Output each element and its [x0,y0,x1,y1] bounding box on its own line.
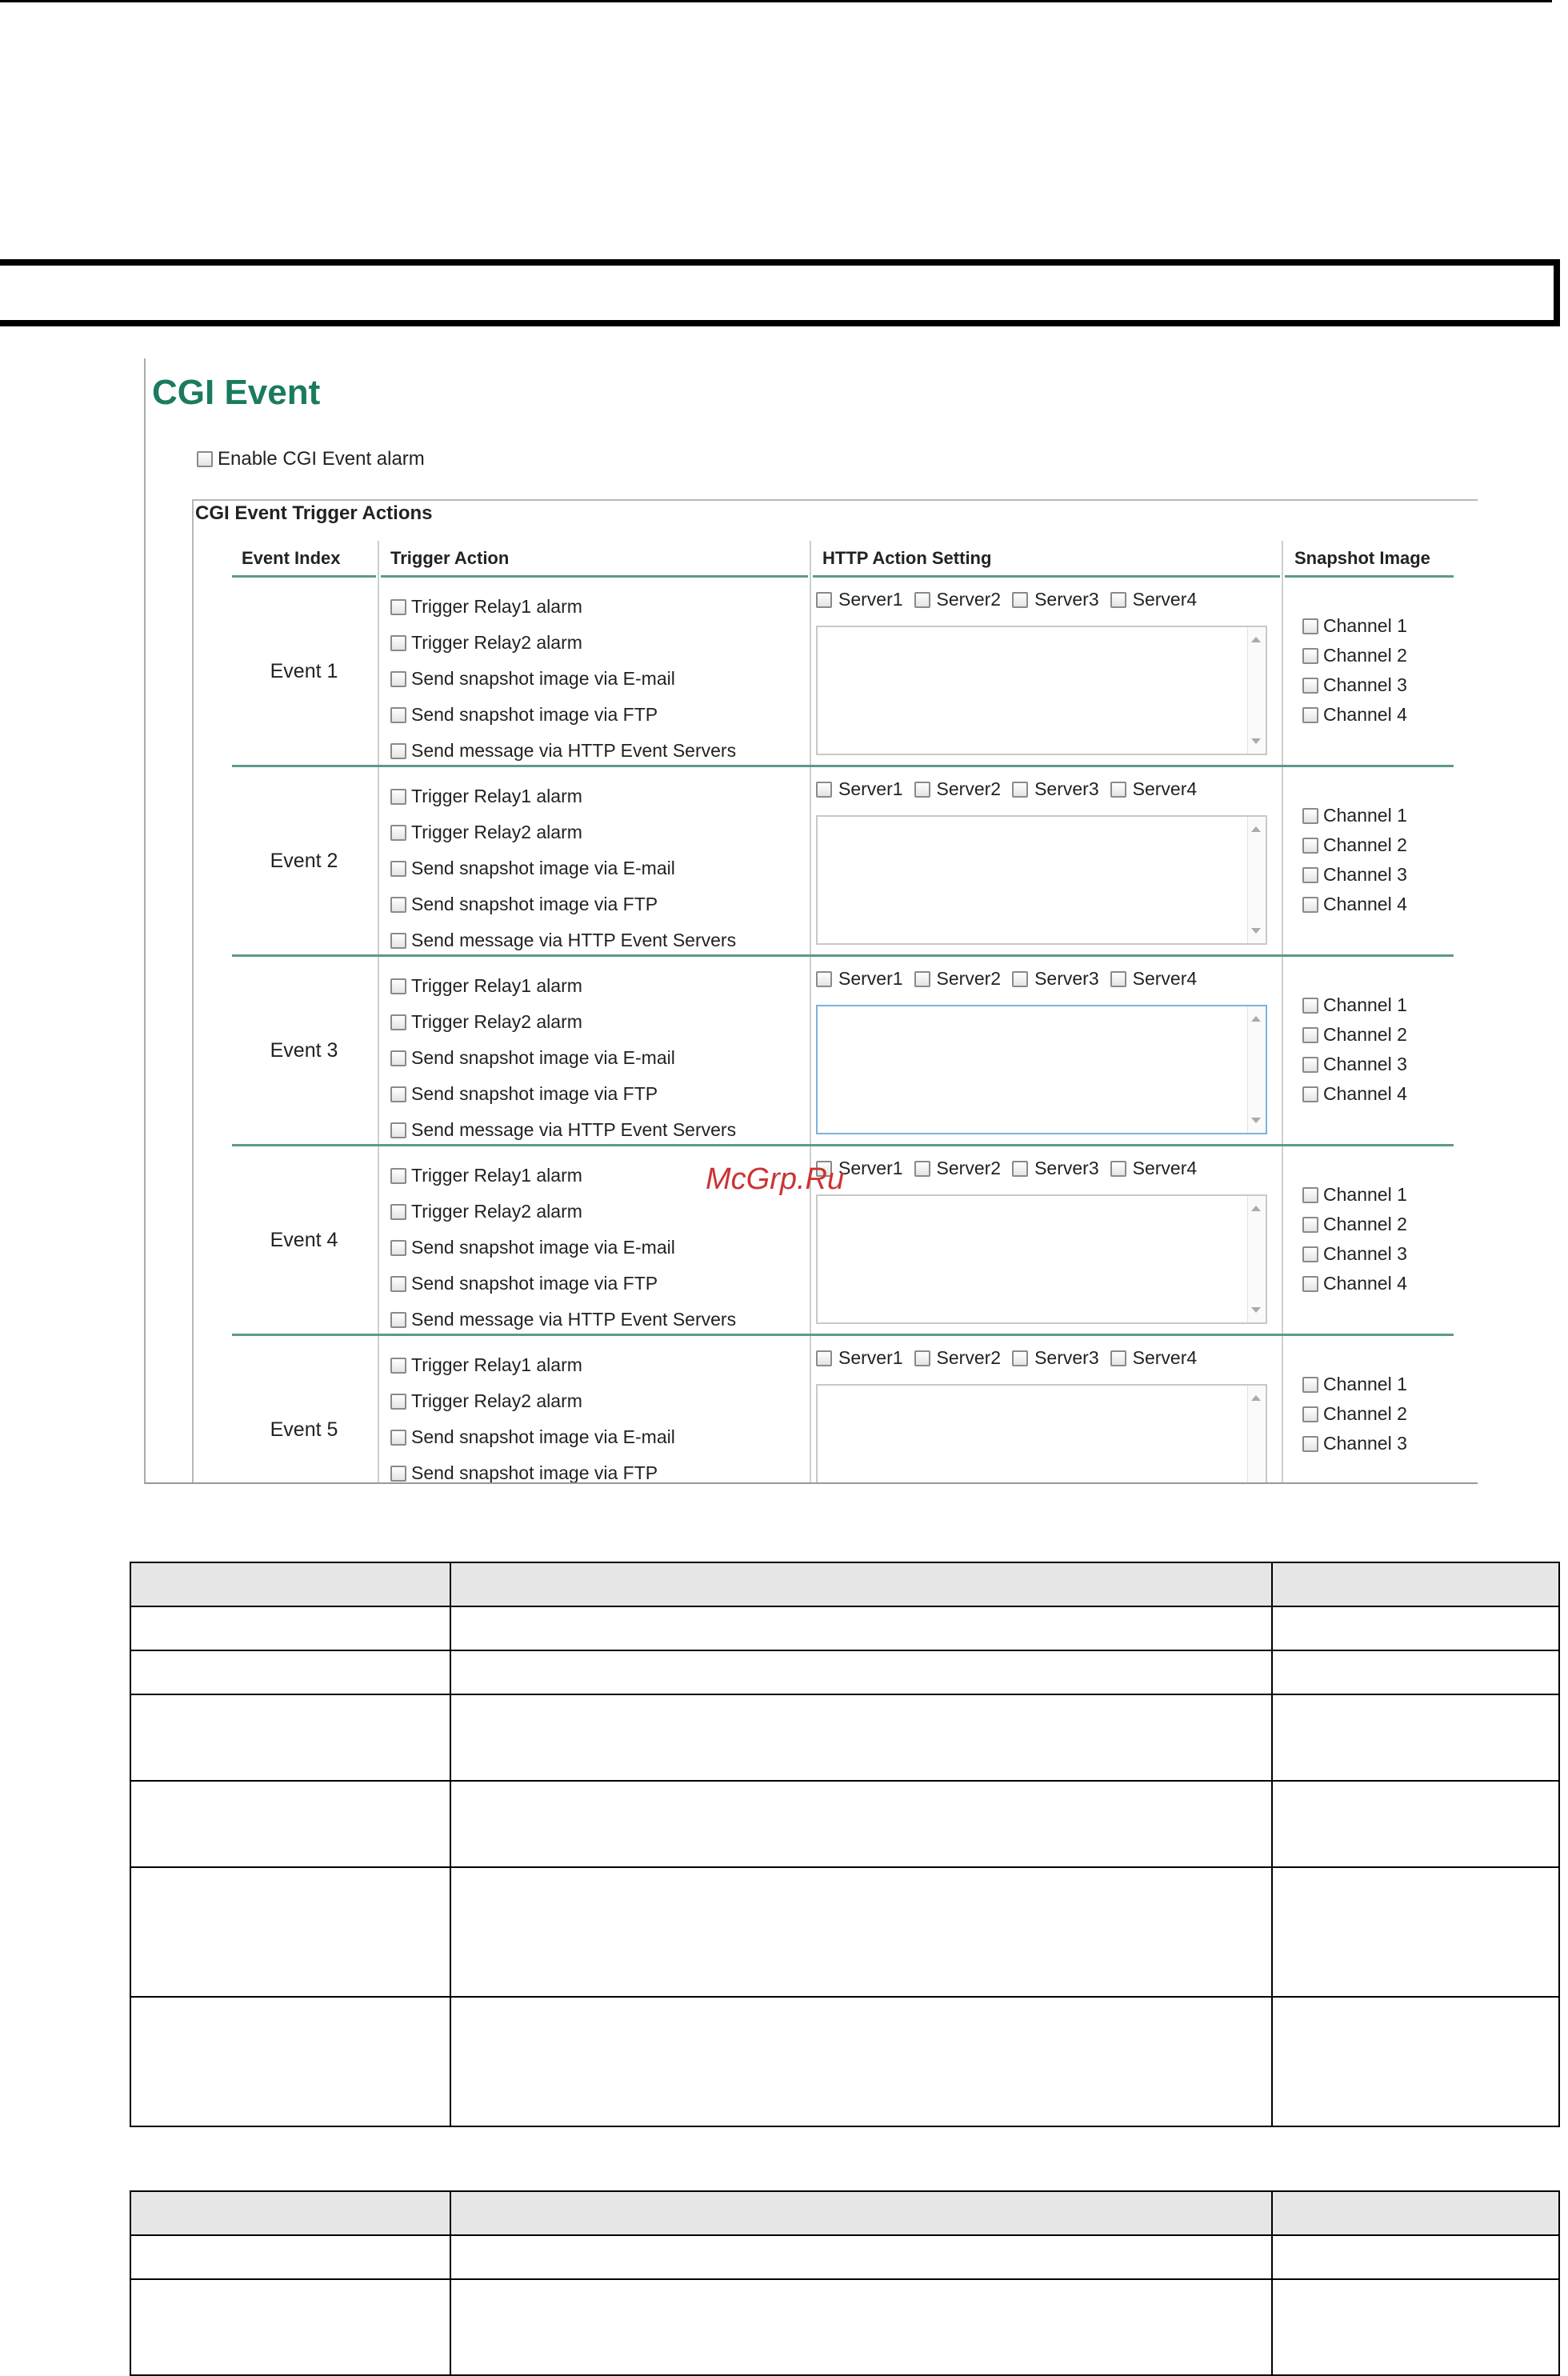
checkbox[interactable] [390,1430,406,1446]
server3-checkbox[interactable] [1012,1158,1099,1179]
table-cell [1272,1867,1559,1997]
checkbox[interactable] [390,1204,406,1220]
channel-checkboxes [1302,611,1407,730]
checkbox[interactable] [390,1240,406,1256]
table-cell [130,1562,450,1606]
table-header-row [130,2191,1559,2235]
channel3-checkbox[interactable] [1302,1429,1407,1458]
server4-checkbox[interactable] [1110,589,1198,610]
server1-checkbox[interactable] [816,968,903,990]
server2-checkbox[interactable] [914,589,1002,610]
option-label: Trigger Relay2 alarm [411,632,582,653]
option-label: Server3 [1034,1347,1099,1368]
event-index: Event 2 [270,849,338,872]
http-message-checkbox[interactable] [390,733,736,769]
channel-checkboxes [1302,990,1407,1109]
table-cell [450,1694,1272,1781]
checkbox[interactable] [390,1394,406,1410]
scrollbar[interactable] [1247,817,1266,943]
option-label: Send snapshot image via E-mail [411,858,675,878]
table-cell [1272,1781,1559,1867]
option-label: Server3 [1034,589,1099,610]
server3-checkbox[interactable] [1012,968,1099,990]
event-index: Event 5 [270,1418,338,1441]
server3-checkbox[interactable] [1012,589,1099,610]
trigger-relay1-checkbox[interactable] [390,589,736,625]
checkbox[interactable] [1302,648,1318,664]
option-label: Trigger Relay2 alarm [411,1011,582,1032]
server2-checkbox[interactable] [914,1347,1002,1369]
server3-checkbox[interactable] [1012,1347,1099,1369]
snapshot-email-checkbox[interactable] [390,1419,675,1455]
table-cell [450,1781,1272,1867]
server-checkboxes [816,968,1208,990]
channel4-checkbox[interactable] [1302,700,1407,730]
option-label: Send snapshot image via E-mail [411,668,675,689]
option-label: Server2 [936,778,1002,799]
option-label: Channel 4 [1323,704,1407,725]
checkbox[interactable] [1302,1246,1318,1262]
scroll-down-icon[interactable] [1251,928,1261,934]
channel2-checkbox[interactable] [1302,1399,1407,1429]
checkbox[interactable] [914,592,930,608]
option-label: Server4 [1132,589,1198,610]
channel4-checkbox[interactable] [1302,890,1407,919]
http-message-textarea[interactable] [816,1384,1267,1484]
snapshot-ftp-checkbox[interactable] [390,1076,736,1112]
channel1-checkbox[interactable] [1302,611,1407,641]
checkbox[interactable] [1302,678,1318,694]
snapshot-email-checkbox[interactable] [390,1230,736,1266]
option-label: Send snapshot image via E-mail [411,1237,675,1258]
channel2-checkbox[interactable] [1302,830,1407,860]
option-label: Channel 3 [1323,674,1407,695]
scrollbar[interactable] [1247,1006,1266,1133]
option-label: Send snapshot image via FTP [411,1273,658,1294]
event-row [232,578,1454,767]
scrollbar[interactable] [1247,1386,1266,1484]
event-index: Event 4 [270,1228,338,1251]
table-cell [130,1606,450,1650]
trigger-relay1-checkbox[interactable] [390,968,736,1004]
group-title: CGI Event Trigger Actions [195,502,438,525]
option-label: Channel 2 [1323,834,1407,855]
checkbox[interactable] [1012,592,1028,608]
channel-checkboxes [1302,1370,1407,1458]
option-label: Server4 [1132,1347,1198,1368]
option-label: Server2 [936,589,1002,610]
scroll-up-icon[interactable] [1251,1395,1261,1401]
table-cell [1272,1694,1559,1781]
checkbox[interactable] [1012,782,1028,798]
checkbox[interactable] [390,861,406,877]
trigger-relay2-checkbox[interactable] [390,1004,736,1040]
table-cell [450,2191,1272,2235]
option-label: Trigger Relay1 alarm [411,975,582,996]
table-row [130,2235,1559,2279]
option-label: Trigger Relay1 alarm [411,1354,582,1375]
option-label: Send snapshot image via FTP [411,704,658,725]
col-snapshot-image: Snapshot Image [1285,541,1454,578]
option-label: Server4 [1132,968,1198,989]
checkbox[interactable] [1302,1276,1318,1292]
checkbox[interactable] [390,671,406,687]
http-message-textarea[interactable] [816,1005,1267,1134]
scroll-up-icon[interactable] [1251,637,1261,642]
channel2-checkbox[interactable] [1302,1210,1407,1239]
option-label: Channel 2 [1323,645,1407,666]
channel2-checkbox[interactable] [1302,1020,1407,1050]
option-label: Channel 3 [1323,1054,1407,1074]
checkbox[interactable] [1012,1161,1028,1177]
enable-label: Enable CGI Event alarm [218,448,425,470]
checkbox[interactable] [1302,1406,1318,1422]
event-row [232,767,1454,957]
scroll-down-icon[interactable] [1251,738,1261,744]
page-title: CGI Event [152,373,321,412]
option-label: Server1 [838,1347,903,1368]
table-cell [130,1781,450,1867]
table-cell [1272,1997,1559,2126]
option-label: Channel 3 [1323,1433,1407,1454]
http-message-textarea[interactable] [816,626,1267,755]
option-label: Channel 2 [1323,1214,1407,1234]
channel1-checkbox[interactable] [1302,1180,1407,1210]
checkbox[interactable] [390,743,406,759]
table-cell [130,1650,450,1694]
channel3-checkbox[interactable] [1302,1050,1407,1079]
checkbox[interactable] [1302,867,1318,883]
checkbox[interactable] [390,789,406,805]
channel-checkboxes [1302,1180,1407,1298]
server2-checkbox[interactable] [914,968,1002,990]
server3-checkbox[interactable] [1012,778,1099,800]
table-cell [1272,2191,1559,2235]
checkbox[interactable] [390,1358,406,1374]
option-label: Server1 [838,589,903,610]
checkbox[interactable] [816,1350,832,1366]
table-cell [1272,1562,1559,1606]
checkbox[interactable] [1302,1377,1318,1393]
server-checkboxes [816,589,1208,610]
channel4-checkbox[interactable] [1302,1269,1407,1298]
snapshot-email-checkbox[interactable] [390,661,736,697]
option-label: Server1 [838,968,903,989]
table-cell [450,1997,1272,2126]
checkbox[interactable] [914,1161,930,1177]
http-message-checkbox[interactable] [390,1112,736,1148]
server1-checkbox[interactable] [816,778,903,800]
scroll-up-icon[interactable] [1251,1206,1261,1211]
server1-checkbox[interactable] [816,1347,903,1369]
table-cell [1272,2235,1559,2279]
channel3-checkbox[interactable] [1302,860,1407,890]
server2-checkbox[interactable] [914,1158,1002,1179]
option-label: Channel 3 [1323,1243,1407,1264]
trigger-relay2-checkbox[interactable] [390,1383,675,1419]
option-label: Send message via HTTP Event Servers [411,930,737,950]
table-cell [450,1867,1272,1997]
trigger-action-list [390,1158,736,1338]
table-cell [450,1650,1272,1694]
checkbox[interactable] [390,1122,406,1138]
checkbox[interactable] [1302,1057,1318,1073]
option-label: Server4 [1132,778,1198,799]
table-cell [130,2235,450,2279]
checkbox[interactable] [390,825,406,841]
option-label: Channel 3 [1323,864,1407,885]
option-label: Server3 [1034,778,1099,799]
channel2-checkbox[interactable] [1302,641,1407,670]
cgi-event-screenshot [144,358,1478,1484]
snapshot-ftp-checkbox[interactable] [390,1266,736,1302]
snapshot-ftp-checkbox[interactable] [390,886,736,922]
checkbox[interactable] [1110,1350,1126,1366]
table-header-row [130,1562,1559,1606]
trigger-action-list [390,968,736,1148]
parameter-table-2 [130,2190,1560,2376]
table-cell [450,2279,1272,2375]
option-label: Server2 [936,1347,1002,1368]
channel1-checkbox[interactable] [1302,801,1407,830]
http-message-checkbox[interactable] [390,1302,736,1338]
event-index: Event 1 [270,659,338,682]
checkbox[interactable] [914,782,930,798]
table-row [130,1650,1559,1694]
table-row [130,1694,1559,1781]
http-message-textarea[interactable] [816,1194,1267,1324]
option-label: Server3 [1034,968,1099,989]
checkbox[interactable] [390,635,406,651]
table-row [130,1867,1559,1997]
col-http-action-setting: HTTP Action Setting [813,541,1280,578]
server4-checkbox[interactable] [1110,778,1198,800]
checkbox[interactable] [1302,1027,1318,1043]
server-checkboxes [816,1347,1208,1369]
channel3-checkbox[interactable] [1302,670,1407,700]
checkbox[interactable] [390,599,406,615]
option-label: Channel 2 [1323,1024,1407,1045]
checkbox[interactable] [390,1466,406,1482]
option-label: Send snapshot image via FTP [411,894,658,914]
checkbox[interactable] [816,782,832,798]
option-label: Channel 4 [1323,1083,1407,1104]
channel1-checkbox[interactable] [1302,1370,1407,1399]
checkbox[interactable] [390,1050,406,1066]
checkbox[interactable] [1012,971,1028,987]
event-row [232,957,1454,1146]
checkbox[interactable] [390,1276,406,1292]
option-label: Server3 [1034,1158,1099,1178]
http-message-textarea[interactable] [816,815,1267,945]
checkbox[interactable] [1302,1086,1318,1102]
option-label: Channel 4 [1323,894,1407,914]
table-row [130,2279,1559,2375]
server4-checkbox[interactable] [1110,1158,1198,1179]
option-label: Trigger Relay1 alarm [411,596,582,617]
option-label: Trigger Relay2 alarm [411,822,582,842]
table-cell [450,2235,1272,2279]
checkbox[interactable] [914,1350,930,1366]
option-label: Channel 1 [1323,805,1407,826]
option-label: Channel 2 [1323,1403,1407,1424]
event-row [232,1336,1454,1484]
table-cell [1272,2279,1559,2375]
checkbox[interactable] [1302,897,1318,913]
event-index: Event 3 [270,1038,338,1062]
table-cell [130,1694,450,1781]
option-label: Channel 1 [1323,994,1407,1015]
server-checkboxes [816,1158,1208,1179]
checkbox[interactable] [1012,1350,1028,1366]
checkbox[interactable] [1110,782,1126,798]
checkbox[interactable] [816,971,832,987]
col-trigger-action: Trigger Action [381,541,808,578]
channel4-checkbox[interactable] [1302,1079,1407,1109]
server2-checkbox[interactable] [914,778,1002,800]
checkbox[interactable] [390,1086,406,1102]
trigger-relay1-checkbox[interactable] [390,778,736,814]
table-cell [450,1606,1272,1650]
snapshot-email-checkbox[interactable] [390,1040,736,1076]
option-label: Send snapshot image via E-mail [411,1426,675,1447]
option-label: Server1 [838,778,903,799]
option-label: Send snapshot image via FTP [411,1083,658,1104]
table-row [130,1606,1559,1650]
option-label: Trigger Relay1 alarm [411,1165,582,1186]
table-row [130,1997,1559,2126]
option-label: Trigger Relay2 alarm [411,1201,582,1222]
table-cell [1272,1650,1559,1694]
option-label: Server4 [1132,1158,1198,1178]
table-cell [130,1867,450,1997]
option-label: Send message via HTTP Event Servers [411,1119,737,1140]
option-label: Channel 1 [1323,615,1407,636]
server1-checkbox[interactable] [816,589,903,610]
option-label: Trigger Relay1 alarm [411,786,582,806]
checkbox[interactable] [1302,707,1318,723]
checkbox[interactable] [390,1014,406,1030]
scroll-up-icon[interactable] [1251,1016,1261,1022]
snapshot-ftp-checkbox[interactable] [390,697,736,733]
table-cell [130,2191,450,2235]
checkbox[interactable] [914,971,930,987]
checkbox[interactable] [1302,808,1318,824]
option-label: Server1 [838,1158,903,1178]
channel1-checkbox[interactable] [1302,990,1407,1020]
option-label: Server2 [936,1158,1002,1178]
channel3-checkbox[interactable] [1302,1239,1407,1269]
checkbox[interactable] [197,451,213,467]
checkbox[interactable] [1110,592,1126,608]
snapshot-ftp-checkbox[interactable] [390,1455,675,1484]
scroll-down-icon[interactable] [1251,1307,1261,1313]
server4-checkbox[interactable] [1110,968,1198,990]
trigger-action-list [390,778,736,958]
checkbox[interactable] [816,592,832,608]
snapshot-email-checkbox[interactable] [390,850,736,886]
trigger-action-list [390,589,736,769]
scroll-down-icon[interactable] [1251,1118,1261,1123]
option-label: Send message via HTTP Event Servers [411,1309,737,1330]
table-cell [130,2279,450,2375]
table-cell [1272,1606,1559,1650]
checkbox[interactable] [1302,1436,1318,1452]
enable-cgi-event-checkbox[interactable] [197,448,425,470]
option-label: Server2 [936,968,1002,989]
trigger-relay2-checkbox[interactable] [390,625,736,661]
checkbox[interactable] [1302,618,1318,634]
option-label: Channel 1 [1323,1374,1407,1394]
server-checkboxes [816,778,1208,800]
option-label: Send snapshot image via FTP [411,1462,658,1483]
table-cell [130,1997,450,2126]
option-label: Send message via HTTP Event Servers [411,740,737,761]
channel-checkboxes [1302,801,1407,919]
option-label: Channel 4 [1323,1273,1407,1294]
server4-checkbox[interactable] [1110,1347,1198,1369]
parameter-table-1 [130,1562,1560,2127]
checkbox[interactable] [1302,1217,1318,1233]
trigger-relay1-checkbox[interactable] [390,1347,675,1383]
checkbox[interactable] [390,1312,406,1328]
scrollbar[interactable] [1247,1196,1266,1322]
option-label: Trigger Relay2 alarm [411,1390,582,1411]
checkbox[interactable] [1110,1161,1126,1177]
checkbox[interactable] [1110,971,1126,987]
page-top-rule [0,0,1552,2]
option-label: Channel 1 [1323,1184,1407,1205]
checkbox[interactable] [1302,998,1318,1014]
scrollbar[interactable] [1247,627,1266,754]
trigger-relay1-checkbox[interactable] [390,1158,736,1194]
watermark: McGrp.Ru [706,1162,845,1196]
checkbox[interactable] [390,897,406,913]
checkbox[interactable] [1302,838,1318,854]
trigger-relay2-checkbox[interactable] [390,1194,736,1230]
option-label: Send snapshot image via E-mail [411,1047,675,1068]
checkbox[interactable] [390,978,406,994]
trigger-relay2-checkbox[interactable] [390,814,736,850]
checkbox[interactable] [390,933,406,949]
section-heading-bar [0,259,1560,326]
checkbox[interactable] [390,707,406,723]
table-cell [450,1562,1272,1606]
checkbox[interactable] [390,1168,406,1184]
col-event-index: Event Index [232,541,376,578]
trigger-action-list [390,1347,675,1484]
checkbox[interactable] [1302,1187,1318,1203]
http-message-checkbox[interactable] [390,922,736,958]
table-row [130,1781,1559,1867]
scroll-up-icon[interactable] [1251,826,1261,832]
